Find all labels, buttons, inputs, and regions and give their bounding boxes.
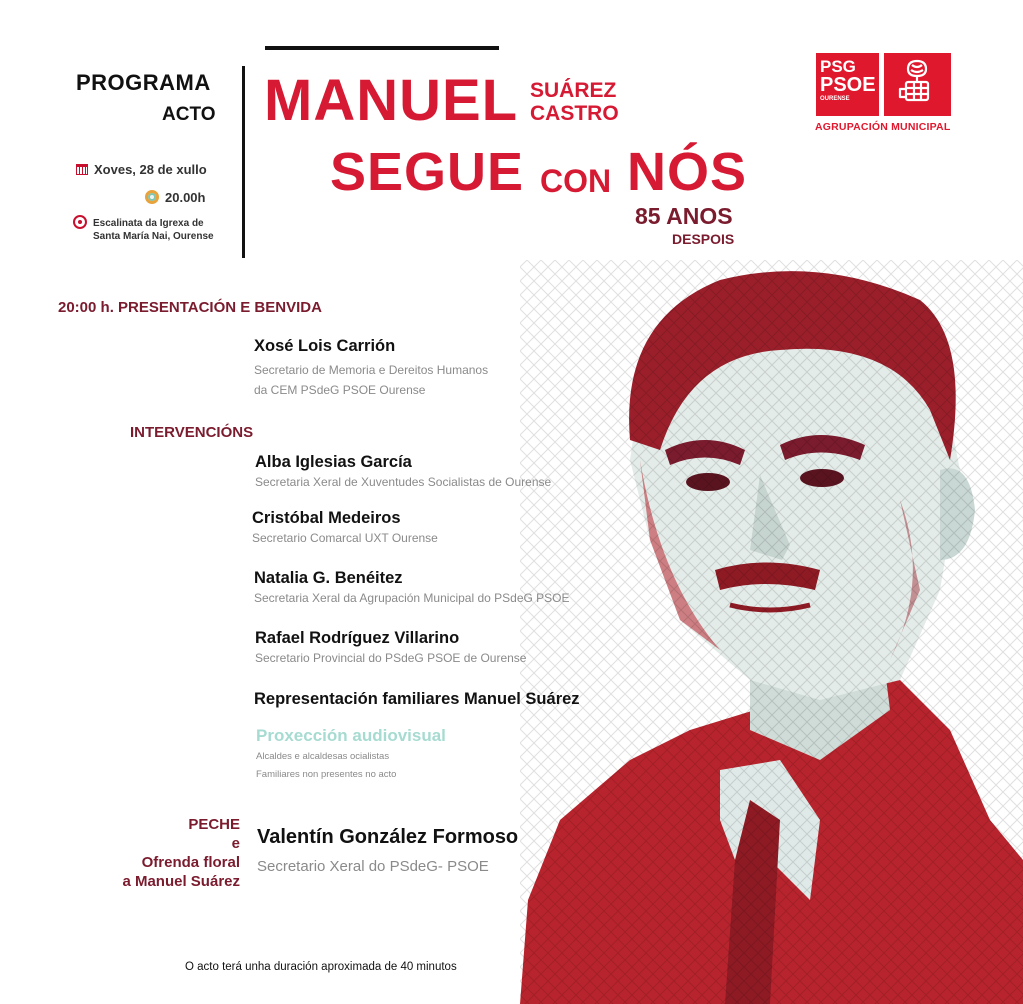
presenter-role-1: Secretario de Memoria e Dereitos Humanos bbox=[254, 363, 489, 377]
logo-psg: PSG bbox=[820, 57, 856, 76]
audiovisual-line-2: Familiares non presentes no acto bbox=[256, 769, 397, 780]
presenter-name: Xosé Lois Carrión bbox=[254, 337, 396, 355]
speaker-role: Secretaria Xeral da Agrupación Municipal do PSdeG PSOE bbox=[254, 591, 570, 605]
closing-speaker-name: Valentín González Formoso bbox=[257, 826, 519, 848]
event-place bbox=[73, 217, 214, 243]
event-place-text bbox=[93, 217, 214, 243]
presenter-block bbox=[254, 337, 488, 400]
place-line-2: Santa María Nai, Ourense bbox=[93, 231, 214, 242]
closing-speaker-role: Secretario Xeral do PSdeG- PSOE bbox=[257, 858, 489, 875]
speaker-name: Cristóbal Medeiros bbox=[252, 509, 401, 527]
speaker-role: Secretario Comarcal UXT Ourense bbox=[252, 531, 438, 545]
closing-label-1: PECHE bbox=[188, 816, 240, 833]
location-icon bbox=[73, 215, 87, 229]
title-segue: SEGUE bbox=[330, 142, 525, 202]
closing-label bbox=[122, 815, 240, 891]
portrait-image bbox=[520, 260, 1023, 1004]
speaker-role: Secretario Provincial do PSdeG PSOE de Ourense bbox=[255, 651, 527, 665]
closing-label-2: e bbox=[231, 835, 240, 852]
audiovisual-line-1: Alcaldes e alcaldesas ocialistas bbox=[256, 751, 390, 762]
title-surname-2: CASTRO bbox=[530, 102, 619, 125]
duration-note: O acto terá unha duración aproximada de 40 minutos bbox=[185, 961, 457, 973]
title-con: CON bbox=[540, 163, 612, 199]
family-representation: Representación familiares Manuel Suárez bbox=[254, 690, 580, 708]
title-years: 85 ANOS bbox=[635, 203, 733, 229]
event-date-text: Xoves, 28 de xullo bbox=[94, 162, 207, 177]
speaker-block bbox=[255, 453, 551, 492]
logo-ourense: OURENSE bbox=[820, 96, 850, 102]
rose-fist-icon bbox=[884, 53, 951, 116]
program-sub-label: ACTO bbox=[162, 104, 216, 125]
speaker-role: Secretaria Xeral de Xuventudes Socialistas de Ourense bbox=[255, 475, 552, 489]
speaker-block bbox=[255, 629, 526, 668]
presentation-heading: 20:00 h. PRESENTACIÓN E BENVIDA bbox=[58, 299, 322, 316]
closing-label-4: a Manuel Suárez bbox=[122, 873, 240, 890]
event-time-text: 20.00h bbox=[165, 190, 206, 205]
program-label: PROGRAMA bbox=[76, 70, 211, 95]
event-time bbox=[145, 190, 205, 205]
party-logo bbox=[816, 53, 879, 116]
audiovisual-title: Proxección audiovisual bbox=[256, 726, 446, 745]
presenter-role-2: da CEM PSdeG PSOE Ourense bbox=[254, 383, 426, 397]
title-after: DESPOIS bbox=[672, 231, 735, 247]
title-first-name: MANUEL bbox=[264, 68, 519, 133]
interventions-heading: INTERVENCIÓNS bbox=[130, 424, 254, 441]
top-rule bbox=[265, 46, 499, 50]
closing-label-3: Ofrenda floral bbox=[141, 854, 240, 871]
logo-psoe: PSOE bbox=[820, 74, 876, 96]
speaker-block bbox=[254, 569, 570, 608]
header-divider bbox=[242, 66, 245, 258]
event-date bbox=[76, 162, 207, 177]
clock-icon bbox=[145, 190, 159, 204]
speaker-name: Rafael Rodríguez Villarino bbox=[255, 629, 460, 647]
audiovisual-block bbox=[256, 726, 446, 784]
speaker-name: Alba Iglesias García bbox=[255, 453, 412, 471]
speaker-block bbox=[252, 509, 438, 548]
place-line-1: Escalinata da Igrexa de bbox=[93, 218, 204, 229]
speaker-name: Natalia G. Benéitez bbox=[254, 569, 403, 587]
title-surname-1: SUÁREZ bbox=[530, 79, 617, 102]
logo-agrupacion: AGRUPACIÓN MUNICIPAL bbox=[815, 121, 951, 133]
calendar-icon bbox=[76, 164, 88, 175]
title-nos: NÓS bbox=[627, 142, 748, 202]
